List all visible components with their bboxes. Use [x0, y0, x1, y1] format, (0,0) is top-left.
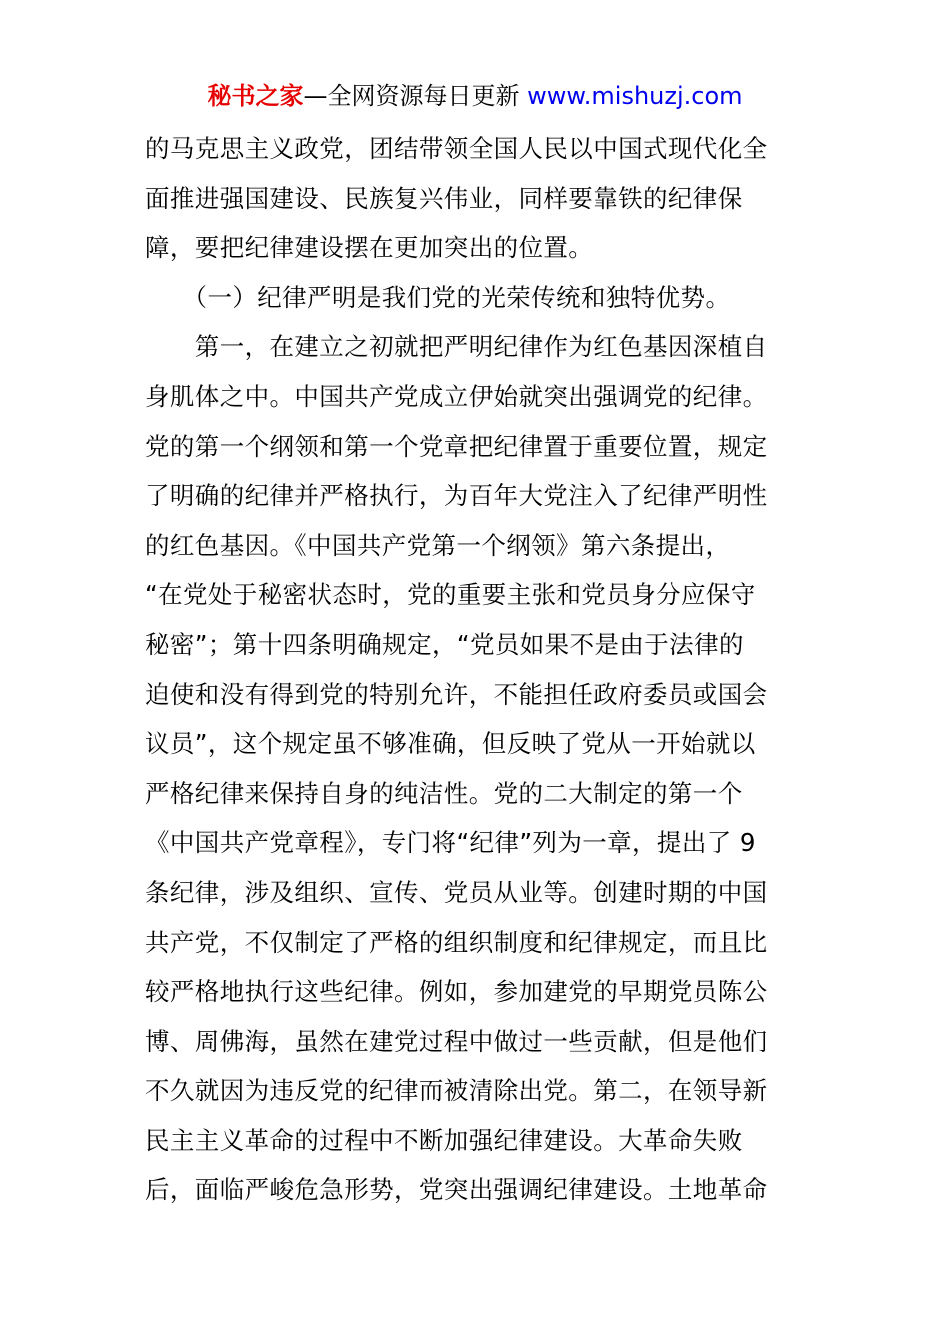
text-line: 博、周佛海，虽然在建党过程中做过一些贡献，但是他们 — [145, 1026, 768, 1056]
text-line: 的红色基因。《中国共产党第一个纲领》第六条提出， — [145, 530, 731, 560]
text-line: 的马克思主义政党，团结带领全国人民以中国式现代化全 — [145, 134, 768, 163]
text-line: 共产党，不仅制定了严格的组织制度和纪律规定，而且比 — [145, 927, 768, 957]
site-brand-name: 秘书之家 — [207, 82, 304, 110]
site-url-link[interactable]: www.mishuzj.com — [527, 82, 743, 110]
text-line: 《中国共产党章程》，专门将“纪律”列为一章，提出了 9 — [145, 828, 756, 858]
text-line: 障，要把纪律建设摆在更加突出的位置。 — [145, 233, 594, 263]
text-line: 迫使和没有得到党的特别允许，不能担任政府委员或国会 — [145, 679, 768, 709]
text-line: 第一，在建立之初就把严明纪律作为红色基因深植自 — [145, 332, 768, 362]
site-header — [0, 80, 950, 112]
text-line: 条纪律，涉及组织、宣传、党员从业等。创建时期的中国 — [145, 877, 768, 907]
text-line: 了明确的纪律并严格执行，为百年大党注入了纪律严明性 — [145, 481, 768, 511]
text-line: 面推进强国建设、民族复兴伟业，同样要靠铁的纪律保 — [145, 183, 743, 213]
section-heading: （一）纪律严明是我们党的光荣传统和独特优势。 — [145, 282, 731, 312]
text-line: 秘密”；第十四条明确规定，“党员如果不是由于法律的 — [145, 629, 744, 659]
text-line: 身肌体之中。中国共产党成立伊始就突出强调党的纪律。 — [145, 381, 768, 411]
text-line: 后，面临严峻危急形势，党突出强调纪律建设。土地革命 — [145, 1175, 768, 1205]
text-line: “在党处于秘密状态时，党的重要主张和党员身分应保守 — [145, 580, 756, 610]
text-line: 不久就因为违反党的纪律而被清除出党。第二，在领导新 — [145, 1076, 768, 1106]
text-line: 严格纪律来保持自身的纯洁性。党的二大制定的第一个 — [145, 778, 743, 808]
text-line: 较严格地执行这些纪律。例如，参加建党的早期党员陈公 — [145, 977, 768, 1007]
text-line: 议员”，这个规定虽不够准确，但反映了党从一开始就以 — [145, 729, 756, 759]
text-line: 民主主义革命的过程中不断加强纪律建设。大革命失败 — [145, 1125, 743, 1155]
document-body — [145, 124, 810, 1215]
text-line: 党的第一个纲领和第一个党章把纪律置于重要位置，规定 — [145, 431, 768, 461]
site-tagline: —全网资源每日更新 — [303, 82, 528, 110]
